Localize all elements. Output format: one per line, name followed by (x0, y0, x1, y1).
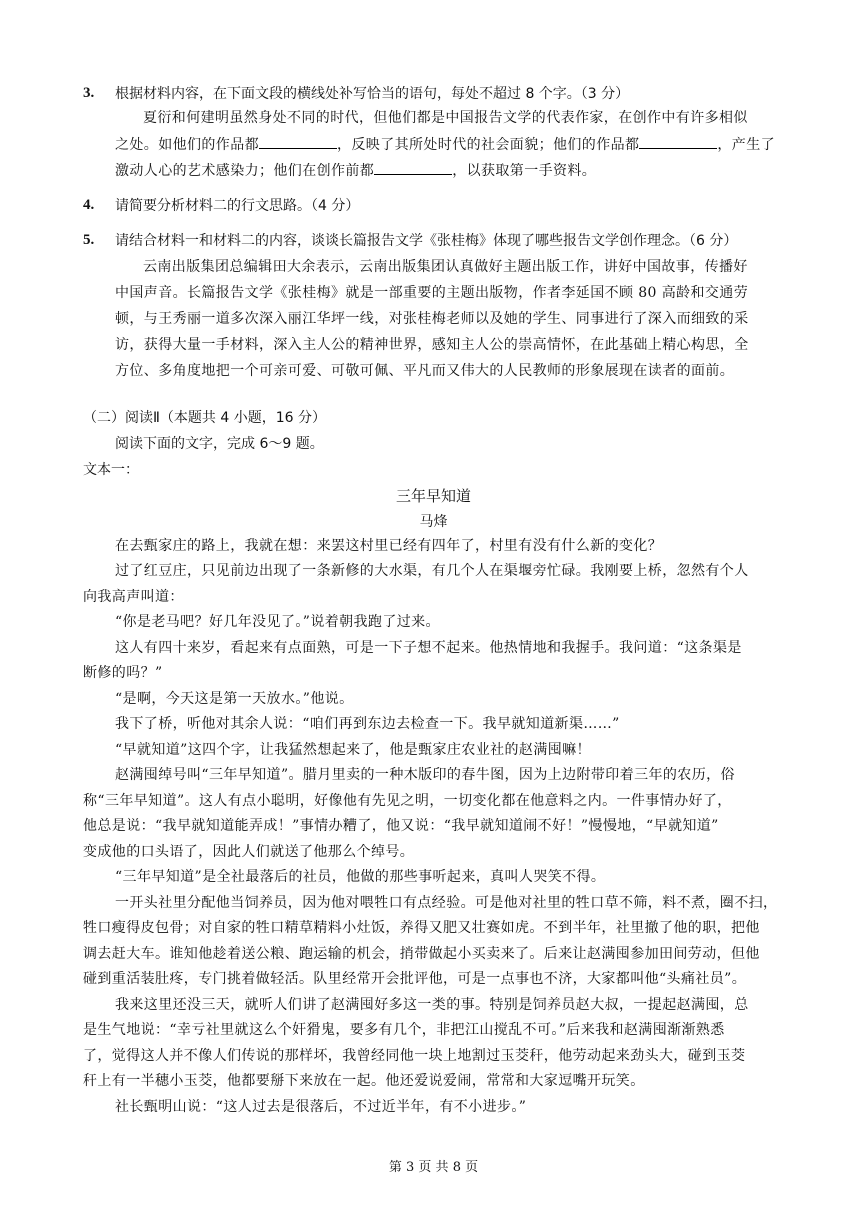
q5-material-line: 顿，与王秀丽一道多次深入丽江华坪一线，对张桂梅老师以及她的学生、同事进行了深入而细致的采 (115, 311, 749, 327)
answer-blank-2[interactable] (639, 134, 717, 149)
story-line: 秆上有一半穗小玉茭，他都要掰下来放在一起。他还爱说爱闹，常常和大家逗嘴开玩笑。 (83, 1073, 645, 1089)
q5-material-line: 访，获得大量一手材料，深入主人公的精神世界，感知主人公的崇高情怀，在此基础上精心构思，全 (115, 337, 749, 353)
q3-text-b: ，反映了其所处时代的社会面貌；他们的作品都 (337, 137, 640, 153)
answer-blank-1[interactable] (259, 134, 337, 149)
q5-material-line: 中国声音。长篇报告文学《张桂梅》就是一部重要的主题出版物，作者李延国不顾 80 高龄和交通劳 (115, 285, 749, 301)
story-line: 我下了桥，听他对其余人说：“咱们再到东边去检查一下。我早就知道新渠……” (115, 716, 620, 732)
section-instruction: 阅读下面的文字，完成 6～9 题。 (115, 436, 324, 452)
q5-material-line: 方位、多角度地把一个可亲可爱、可敬可佩、平凡而又伟大的人民教师的形象展现在读者的面前。 (115, 363, 735, 379)
story-line: 向我高声叫道： (83, 589, 184, 605)
q5-material-line: 云南出版集团总编辑田大余表示，云南出版集团认真做好主题出版工作，讲好中国故事，传播好 (143, 259, 748, 275)
story-line: 一开头社里分配他当饲养员，因为他对喂牲口有点经验。可是他对社里的牲口草不筛，料不煮，圈不扫， (115, 895, 778, 911)
story-line: 我来这里还没三天，就听人们讲了赵满囤好多这一类的事。特别是饲养员赵大叔，一提起赵满囤，总 (115, 997, 749, 1013)
section-heading: （二）阅读Ⅱ（本题共 4 小题，16 分） (83, 410, 326, 426)
question-3-number: 3. (83, 85, 95, 101)
q3-text-e: ，以获取第一手资料。 (452, 163, 597, 179)
q3-text-c: ，产生了 (717, 137, 776, 153)
story-line: 这人有四十来岁，看起来有点面熟，可是一下子想不起来。他热情地和我握手。我问道：“这条渠是 (115, 640, 742, 656)
story-line: 断修的吗？” (83, 665, 163, 681)
story-title: 三年早知道 (395, 487, 471, 505)
q3-text-a: 之处。如他们的作品都 (115, 137, 259, 153)
story-line: 称“三年早知道”。这人有点小聪明，好像他有先见之明，一切变化都在他意料之内。一件事情办好了， (83, 793, 732, 809)
story-line: 赵满囤绰号叫“三年早知道”。腊月里卖的一种木版印的春牛图，因为上边附带印着三年的农历，俗 (115, 767, 735, 783)
page-number: 第 3 页 共 8 页 (388, 1160, 479, 1175)
story-line: 碰到重活装肚疼，专门挑着做轻活。队里经常开会批评他，可是一点事也不济，大家都叫他“头痛社员”。 (83, 971, 747, 987)
story-line: 是生气地说：“幸亏社里就这么个奸猾鬼，要多有几个，非把江山搅乱不可。”后来我和赵满囤渐渐熟悉 (83, 1022, 725, 1038)
question-3-prompt: 根据材料内容，在下面文段的横线处补写恰当的语句，每处不超过 8 个字。（3 分） (115, 86, 630, 102)
story-line: “你是老马吧？好几年没见了。”说着朝我跑了过来。 (115, 614, 440, 630)
story-line: “是啊，今天这是第一天放水。”他说。 (115, 691, 354, 707)
q3-text-d: 激动人心的艺术感染力；他们在创作前都 (115, 163, 375, 179)
story-line: “三年早知道”是全社最落后的社员，他做的那些事听起来，真叫人哭笑不得。 (115, 869, 606, 885)
story-line: 了，觉得这人并不像人们传说的那样坏，我曾经同他一块上地割过玉茭秆，他劳动起来劲头大，碰到玉茭 (83, 1048, 746, 1064)
story-line: “早就知道”这四个字，让我猛然想起来了，他是甄家庄农业社的赵满囤嘛！ (115, 742, 591, 758)
story-line: 变成他的口头语了，因此人们就送了他那么个绰号。 (83, 844, 415, 860)
question-5-number: 5. (83, 232, 95, 248)
text-label: 文本一： (83, 462, 139, 478)
question-3-paragraph-line-3 (115, 160, 596, 181)
story-line: 调去赶大车。谁知他趁着送公粮、跑运输的机会，捎带做起小买卖来了。后来让赵满囤参加田间劳动，但他 (83, 946, 760, 962)
story-line: 社长甄明山说：“这人过去是很落后，不过近半年，有不小进步。” (115, 1099, 527, 1115)
question-4-prompt: 请简要分析材料二的行文思路。（4 分） (115, 198, 360, 214)
story-author: 马烽 (419, 514, 448, 530)
question-4-number: 4. (83, 197, 95, 213)
question-5-prompt: 请结合材料一和材料二的内容，谈谈长篇报告文学《张桂梅》体现了哪些报告文学创作理念。（6 分） (115, 233, 738, 249)
answer-blank-3[interactable] (374, 160, 452, 175)
story-line: 牲口瘦得皮包骨；对自家的牲口精草精料小灶饭，养得又肥又壮赛如虎。不到半年，社里撤了他的职，把他 (83, 920, 760, 936)
question-3-paragraph-line-1: 夏衍和何建明虽然身处不同的时代，但他们都是中国报告文学的代表作家，在创作中有许多相似 (143, 110, 748, 126)
story-line: 在去甄家庄的路上，我就在想：来罢这村里已经有四年了，村里有没有什么新的变化？ (115, 538, 663, 554)
story-line: 他总是说：“我早就知道能弄成！”事情办糟了，他又说：“我早就知道闹不好！”慢慢地，“早就知道” (83, 818, 719, 834)
question-3-paragraph-line-2 (115, 134, 775, 155)
story-line: 过了红豆庄，只见前边出现了一条新修的大水渠，有几个人在渠堰旁忙碌。我刚要上桥，忽然有个人 (115, 563, 749, 579)
